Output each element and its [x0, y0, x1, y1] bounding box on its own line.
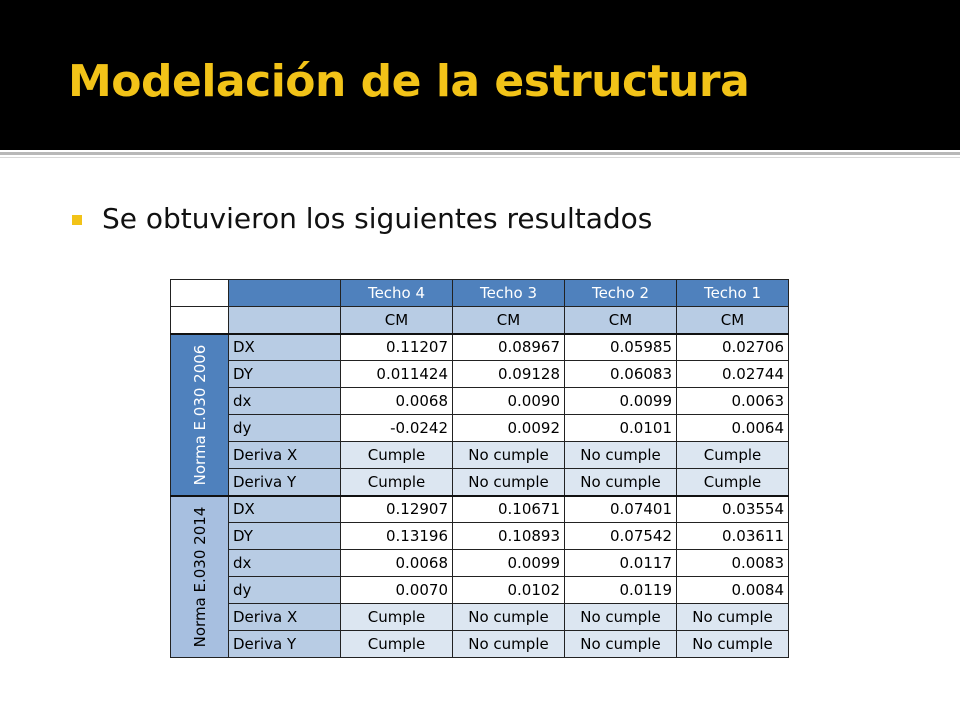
row-label: DY: [229, 361, 341, 388]
corner-cell: [171, 280, 229, 307]
column-header-techo-4: Techo 4: [341, 280, 453, 307]
value-cell: 0.10893: [453, 523, 565, 550]
row-label: Deriva Y: [229, 469, 341, 496]
status-cell: Cumple: [341, 604, 453, 631]
value-cell: 0.0064: [677, 415, 789, 442]
row-label: dx: [229, 550, 341, 577]
value-cell: -0.0242: [341, 415, 453, 442]
header-blank-cell: [229, 280, 341, 307]
value-cell: 0.05985: [565, 334, 677, 361]
column-header-techo-3: Techo 3: [453, 280, 565, 307]
square-bullet-icon: [72, 215, 82, 225]
status-cell: Cumple: [677, 469, 789, 496]
bullet-text: Se obtuvieron los siguientes resultados: [102, 202, 653, 235]
row-label: Deriva Y: [229, 631, 341, 658]
value-cell: 0.0090: [453, 388, 565, 415]
unit-cell: CM: [565, 307, 677, 334]
status-cell: No cumple: [453, 631, 565, 658]
status-cell: Cumple: [341, 631, 453, 658]
unit-cell: CM: [453, 307, 565, 334]
value-cell: 0.0101: [565, 415, 677, 442]
value-cell: 0.10671: [453, 496, 565, 523]
table-row: [171, 496, 789, 523]
group-label: Norma E.030 2014: [190, 506, 209, 648]
value-cell: 0.011424: [341, 361, 453, 388]
status-cell: No cumple: [677, 604, 789, 631]
column-header-techo-2: Techo 2: [565, 280, 677, 307]
row-label: Deriva X: [229, 604, 341, 631]
value-cell: 0.02706: [677, 334, 789, 361]
table-row: [171, 577, 789, 604]
status-cell: No cumple: [453, 604, 565, 631]
value-cell: 0.0083: [677, 550, 789, 577]
table-row: [171, 361, 789, 388]
value-cell: 0.0099: [565, 388, 677, 415]
value-cell: 0.0119: [565, 577, 677, 604]
table-row: [171, 550, 789, 577]
value-cell: 0.09128: [453, 361, 565, 388]
row-label: dy: [229, 577, 341, 604]
row-label: DY: [229, 523, 341, 550]
value-cell: 0.02744: [677, 361, 789, 388]
value-cell: 0.0070: [341, 577, 453, 604]
corner-cell: [171, 307, 229, 334]
status-cell: No cumple: [677, 631, 789, 658]
column-header-techo-1: Techo 1: [677, 280, 789, 307]
table-row: [171, 469, 789, 496]
value-cell: 0.08967: [453, 334, 565, 361]
table-row: [171, 334, 789, 361]
table-row: [171, 604, 789, 631]
value-cell: 0.07401: [565, 496, 677, 523]
value-cell: 0.0068: [341, 550, 453, 577]
status-cell: Cumple: [341, 469, 453, 496]
status-cell: No cumple: [565, 604, 677, 631]
value-cell: 0.07542: [565, 523, 677, 550]
title-divider: [0, 152, 960, 155]
value-cell: 0.03554: [677, 496, 789, 523]
value-cell: 0.0117: [565, 550, 677, 577]
value-cell: 0.0068: [341, 388, 453, 415]
group-label-cell: [171, 496, 229, 658]
table-row: [171, 523, 789, 550]
status-cell: Cumple: [677, 442, 789, 469]
table-row: [171, 631, 789, 658]
header-row: [171, 280, 789, 307]
value-cell: 0.0099: [453, 550, 565, 577]
slide-title: Modelación de la estructura: [68, 56, 750, 107]
value-cell: 0.0092: [453, 415, 565, 442]
group-label: Norma E.030 2006: [190, 344, 209, 485]
value-cell: 0.0084: [677, 577, 789, 604]
title-bar: [0, 0, 960, 150]
status-cell: No cumple: [565, 442, 677, 469]
row-label: Deriva X: [229, 442, 341, 469]
unit-row: [171, 307, 789, 334]
row-label: DX: [229, 334, 341, 361]
unit-cell: CM: [677, 307, 789, 334]
value-cell: 0.0102: [453, 577, 565, 604]
table-row: [171, 388, 789, 415]
row-label: DX: [229, 496, 341, 523]
status-cell: No cumple: [453, 469, 565, 496]
group-label-cell: [171, 334, 229, 496]
value-cell: 0.0063: [677, 388, 789, 415]
status-cell: No cumple: [565, 631, 677, 658]
status-cell: Cumple: [341, 442, 453, 469]
unit-cell: CM: [341, 307, 453, 334]
title-divider-thin: [0, 157, 960, 158]
table-row: [171, 442, 789, 469]
value-cell: 0.11207: [341, 334, 453, 361]
status-cell: No cumple: [565, 469, 677, 496]
value-cell: 0.12907: [341, 496, 453, 523]
value-cell: 0.03611: [677, 523, 789, 550]
value-cell: 0.06083: [565, 361, 677, 388]
unit-blank-cell: [229, 307, 341, 334]
value-cell: 0.13196: [341, 523, 453, 550]
status-cell: No cumple: [453, 442, 565, 469]
row-label: dy: [229, 415, 341, 442]
table-row: [171, 415, 789, 442]
row-label: dx: [229, 388, 341, 415]
results-table: [170, 279, 789, 658]
